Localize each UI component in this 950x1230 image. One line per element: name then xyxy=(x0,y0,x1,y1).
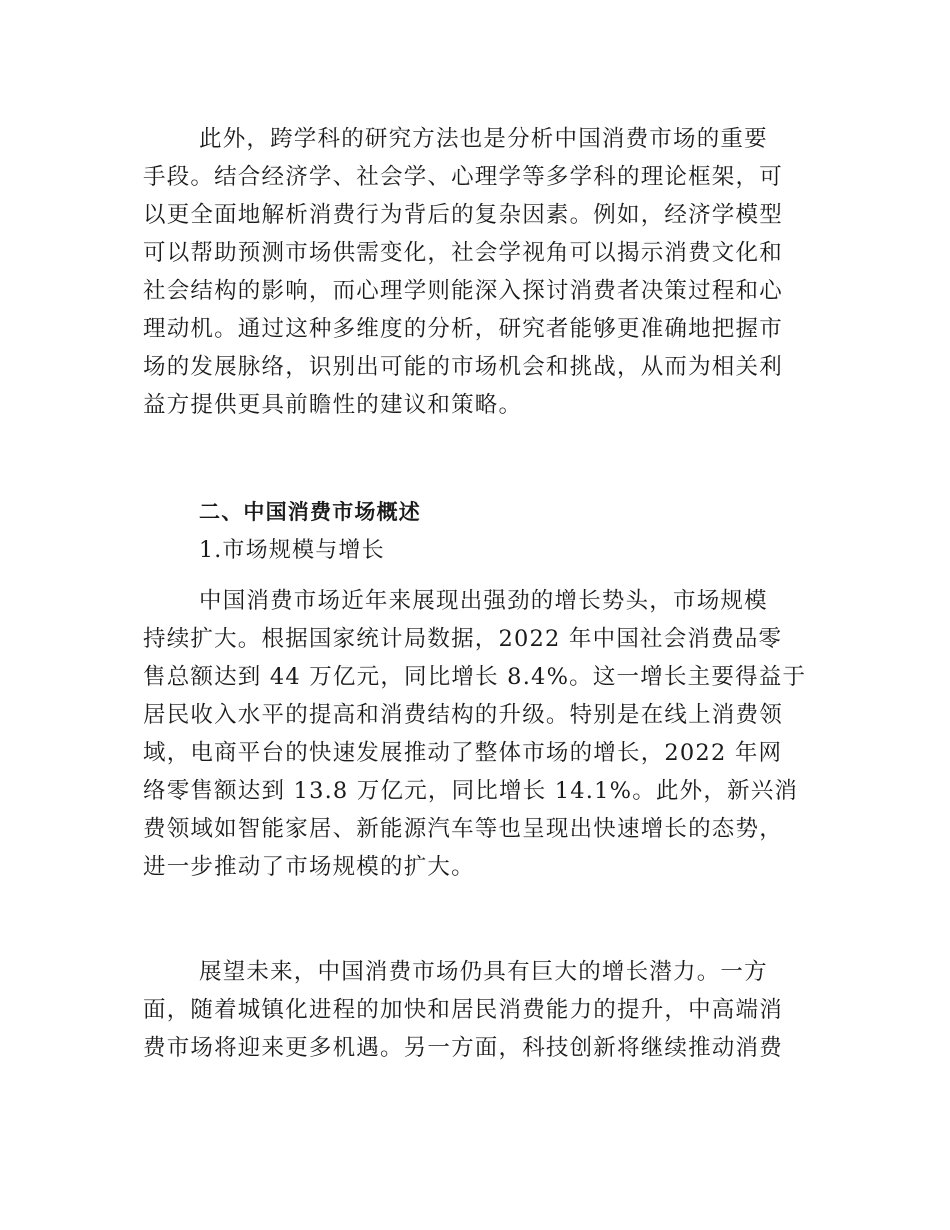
paragraph-line: 持续扩大。根据国家统计局数据，2022 年中国社会消费品零 xyxy=(143,626,783,652)
paragraph-line: 手段。结合经济学、社会学、心理学等多学科的理论框架，可 xyxy=(143,164,783,190)
paragraph-market-size xyxy=(143,582,811,886)
paragraph-line: 费市场将迎来更多机遇。另一方面，科技创新将继续推动消费 xyxy=(143,1035,783,1061)
paragraph-line: 以更全面地解析消费行为背后的复杂因素。例如，经济学模型 xyxy=(143,202,783,228)
paragraph-line: 络零售额达到 13.8 万亿元，同比增长 14.1%。此外，新兴消 xyxy=(143,778,799,804)
paragraph-line: 居民收入水平的提高和消费结构的升级。特别是在线上消费领 xyxy=(143,702,783,728)
paragraph-line: 可以帮助预测市场供需变化，社会学视角可以揭示消费文化和 xyxy=(143,240,783,266)
subsection-heading: 1.市场规模与增长 xyxy=(199,538,385,563)
paragraph-outlook xyxy=(143,953,811,1067)
paragraph-line: 售总额达到 44 万亿元，同比增长 8.4%。这一增长主要得益于 xyxy=(143,664,807,690)
paragraph-interdisciplinary xyxy=(143,120,811,424)
paragraph-line: 社会结构的影响，而心理学则能深入探讨消费者决策过程和心 xyxy=(143,278,783,304)
paragraph-line: 场的发展脉络，识别出可能的市场机会和挑战，从而为相关利 xyxy=(143,354,783,380)
paragraph-line: 费领域如智能家居、新能源汽车等也呈现出快速增长的态势， xyxy=(143,816,783,842)
paragraph-line: 进一步推动了市场规模的扩大。 xyxy=(143,854,475,880)
paragraph-line: 此外，跨学科的研究方法也是分析中国消费市场的重要 xyxy=(199,126,768,152)
paragraph-line: 益方提供更具前瞻性的建议和策略。 xyxy=(143,392,523,418)
paragraph-line: 理动机。通过这种多维度的分析，研究者能够更准确地把握市 xyxy=(143,316,783,342)
subsection-heading-block xyxy=(143,532,811,570)
section-heading: 二、中国消费市场概述 xyxy=(199,500,421,524)
paragraph-line: 中国消费市场近年来展现出强劲的增长势头，市场规模 xyxy=(199,588,768,614)
paragraph-line: 展望未来，中国消费市场仍具有巨大的增长潜力。一方 xyxy=(199,959,768,985)
paragraph-line: 域，电商平台的快速发展推动了整体市场的增长，2022 年网 xyxy=(143,740,783,766)
section-heading-block xyxy=(143,493,811,531)
paragraph-line: 面，随着城镇化进程的加快和居民消费能力的提升，中高端消 xyxy=(143,997,783,1023)
